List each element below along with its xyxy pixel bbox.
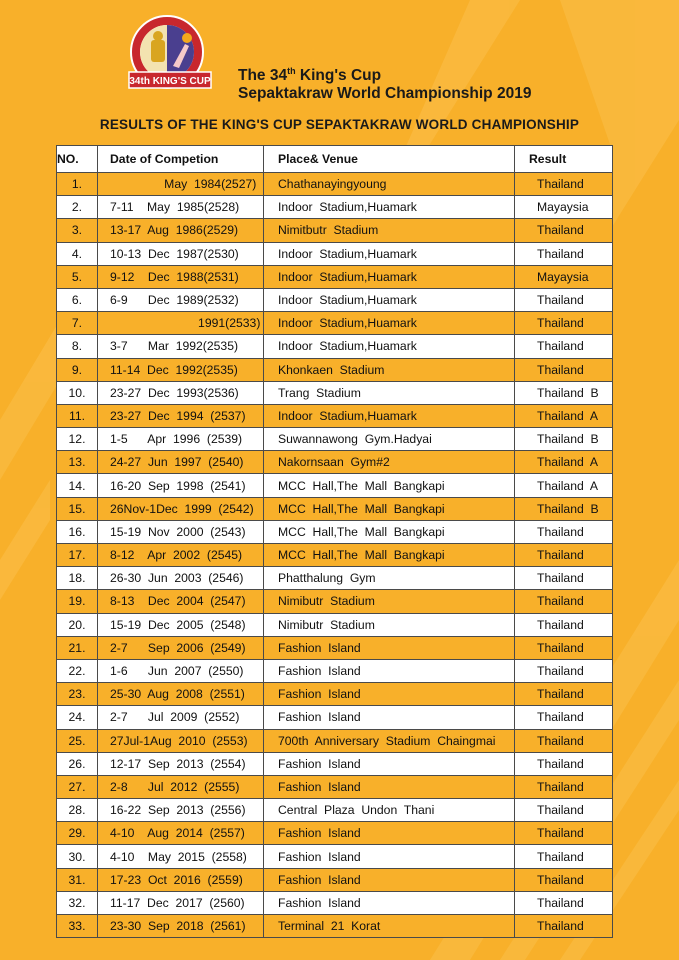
table-row bbox=[57, 659, 613, 682]
row-number: 13. bbox=[57, 451, 98, 474]
competition-date: 8-13 Dec 2004 (2547) bbox=[98, 590, 264, 613]
venue: Fashion Island bbox=[264, 706, 515, 729]
table-row bbox=[57, 729, 613, 752]
row-number: 31. bbox=[57, 868, 98, 891]
competition-date: 1-5 Apr 1996 (2539) bbox=[98, 428, 264, 451]
table-row bbox=[57, 752, 613, 775]
title-block bbox=[238, 62, 531, 103]
venue: MCC Hall,The Mall Bangkapi bbox=[264, 520, 515, 543]
competition-date: 9-12 Dec 1988(2531) bbox=[98, 265, 264, 288]
venue: Indoor Stadium,Huamark bbox=[264, 196, 515, 219]
row-number: 11. bbox=[57, 404, 98, 427]
row-number: 29. bbox=[57, 822, 98, 845]
venue: Fashion Island bbox=[264, 636, 515, 659]
row-number: 15. bbox=[57, 497, 98, 520]
competition-date: 8-12 Apr 2002 (2545) bbox=[98, 544, 264, 567]
kings-cup-logo bbox=[123, 14, 223, 98]
result: Thailand bbox=[515, 822, 613, 845]
title-line-2: Sepaktakraw World Championship 2019 bbox=[238, 85, 532, 102]
venue: Suwannawong Gym.Hadyai bbox=[264, 428, 515, 451]
table-header-row bbox=[57, 146, 613, 173]
column-header-result: Result bbox=[515, 146, 613, 173]
table-row bbox=[57, 706, 613, 729]
table-row bbox=[57, 404, 613, 427]
row-number: 18. bbox=[57, 567, 98, 590]
row-number: 1. bbox=[57, 173, 98, 196]
result: Thailand bbox=[515, 683, 613, 706]
result: Thailand bbox=[515, 799, 613, 822]
result: Thailand bbox=[515, 845, 613, 868]
table-row bbox=[57, 683, 613, 706]
row-number: 19. bbox=[57, 590, 98, 613]
competition-date: 3-7 Mar 1992(2535) bbox=[98, 335, 264, 358]
venue: Fashion Island bbox=[264, 752, 515, 775]
result: Thailand bbox=[515, 590, 613, 613]
venue: MCC Hall,The Mall Bangkapi bbox=[264, 474, 515, 497]
logo-banner-text: 34th KING'S CUP bbox=[129, 76, 211, 87]
table-row bbox=[57, 312, 613, 335]
competition-date: 1-6 Jun 2007 (2550) bbox=[98, 659, 264, 682]
venue: Chathanayingyoung bbox=[264, 173, 515, 196]
competition-date: 26-30 Jun 2003 (2546) bbox=[98, 567, 264, 590]
result: Thailand bbox=[515, 729, 613, 752]
row-number: 22. bbox=[57, 659, 98, 682]
row-number: 32. bbox=[57, 891, 98, 914]
competition-date: 26Nov-1Dec 1999 (2542) bbox=[98, 497, 264, 520]
venue: MCC Hall,The Mall Bangkapi bbox=[264, 497, 515, 520]
table-row bbox=[57, 242, 613, 265]
column-header-date: Date of Competion bbox=[98, 146, 264, 173]
venue: Fashion Island bbox=[264, 891, 515, 914]
result: Thailand bbox=[515, 775, 613, 798]
result: Thailand bbox=[515, 613, 613, 636]
table-row bbox=[57, 428, 613, 451]
result: Thailand bbox=[515, 891, 613, 914]
result: Thailand A bbox=[515, 451, 613, 474]
title-line-1: The 34th King's Cup bbox=[238, 66, 382, 84]
row-number: 25. bbox=[57, 729, 98, 752]
competition-date: 2-7 Sep 2006 (2549) bbox=[98, 636, 264, 659]
result: Thailand bbox=[515, 219, 613, 242]
result: Mayaysia bbox=[515, 265, 613, 288]
venue: Indoor Stadium,Huamark bbox=[264, 335, 515, 358]
table-row bbox=[57, 775, 613, 798]
venue: Phatthalung Gym bbox=[264, 567, 515, 590]
result: Thailand bbox=[515, 915, 613, 938]
row-number: 6. bbox=[57, 288, 98, 311]
column-header-place: Place& Venue bbox=[264, 146, 515, 173]
venue: Indoor Stadium,Huamark bbox=[264, 265, 515, 288]
row-number: 7. bbox=[57, 312, 98, 335]
results-table bbox=[56, 145, 613, 938]
row-number: 21. bbox=[57, 636, 98, 659]
row-number: 30. bbox=[57, 845, 98, 868]
table-row bbox=[57, 381, 613, 404]
venue: Nimibutr Stadium bbox=[264, 613, 515, 636]
competition-date: 11-17 Dec 2017 (2560) bbox=[98, 891, 264, 914]
table-row bbox=[57, 196, 613, 219]
table-row bbox=[57, 822, 613, 845]
result: Thailand B bbox=[515, 497, 613, 520]
venue: Fashion Island bbox=[264, 683, 515, 706]
result: Thailand B bbox=[515, 428, 613, 451]
venue: Fashion Island bbox=[264, 822, 515, 845]
row-number: 16. bbox=[57, 520, 98, 543]
row-number: 10. bbox=[57, 381, 98, 404]
row-number: 2. bbox=[57, 196, 98, 219]
row-number: 4. bbox=[57, 242, 98, 265]
result: Thailand bbox=[515, 868, 613, 891]
result: Thailand B bbox=[515, 381, 613, 404]
result: Thailand bbox=[515, 335, 613, 358]
table-row bbox=[57, 173, 613, 196]
row-number: 24. bbox=[57, 706, 98, 729]
venue: Central Plaza Undon Thani bbox=[264, 799, 515, 822]
row-number: 12. bbox=[57, 428, 98, 451]
row-number: 14. bbox=[57, 474, 98, 497]
table-row bbox=[57, 891, 613, 914]
table-row bbox=[57, 845, 613, 868]
table-row bbox=[57, 613, 613, 636]
table-row bbox=[57, 219, 613, 242]
table-row bbox=[57, 799, 613, 822]
table-row bbox=[57, 590, 613, 613]
table-row bbox=[57, 358, 613, 381]
table-row bbox=[57, 520, 613, 543]
row-number: 23. bbox=[57, 683, 98, 706]
row-number: 33. bbox=[57, 915, 98, 938]
venue: 700th Anniversary Stadium Chaingmai bbox=[264, 729, 515, 752]
table-row bbox=[57, 497, 613, 520]
result: Thailand bbox=[515, 312, 613, 335]
competition-date: 13-17 Aug 1986(2529) bbox=[98, 219, 264, 242]
competition-date: 2-8 Jul 2012 (2555) bbox=[98, 775, 264, 798]
venue: Indoor Stadium,Huamark bbox=[264, 404, 515, 427]
results-heading: RESULTS OF THE KING'S CUP SEPAKTAKRAW WORLD CHAMPIONSHIP bbox=[99, 117, 580, 132]
venue: Khonkaen Stadium bbox=[264, 358, 515, 381]
venue: Nakornsaan Gym#2 bbox=[264, 451, 515, 474]
table-row bbox=[57, 451, 613, 474]
venue: Indoor Stadium,Huamark bbox=[264, 288, 515, 311]
result: Thailand bbox=[515, 752, 613, 775]
result: Thailand bbox=[515, 358, 613, 381]
result: Thailand bbox=[515, 544, 613, 567]
competition-date: 12-17 Sep 2013 (2554) bbox=[98, 752, 264, 775]
venue: MCC Hall,The Mall Bangkapi bbox=[264, 544, 515, 567]
competition-date: 1991(2533) bbox=[98, 312, 264, 335]
competition-date: 15-19 Dec 2005 (2548) bbox=[98, 613, 264, 636]
table-row bbox=[57, 915, 613, 938]
competition-date: 23-27 Dec 1993(2536) bbox=[98, 381, 264, 404]
column-header-no: NO. bbox=[57, 146, 98, 173]
venue: Fashion Island bbox=[264, 659, 515, 682]
row-number: 28. bbox=[57, 799, 98, 822]
table-row bbox=[57, 544, 613, 567]
result: Thailand bbox=[515, 288, 613, 311]
competition-date: 23-27 Dec 1994 (2537) bbox=[98, 404, 264, 427]
competition-date: 25-30 Aug 2008 (2551) bbox=[98, 683, 264, 706]
row-number: 8. bbox=[57, 335, 98, 358]
venue: Trang Stadium bbox=[264, 381, 515, 404]
competition-date: May 1984(2527) bbox=[98, 173, 264, 196]
table-row bbox=[57, 335, 613, 358]
competition-date: 27Jul-1Aug 2010 (2553) bbox=[98, 729, 264, 752]
result: Thailand A bbox=[515, 474, 613, 497]
competition-date: 16-22 Sep 2013 (2556) bbox=[98, 799, 264, 822]
table-row bbox=[57, 567, 613, 590]
competition-date: 17-23 Oct 2016 (2559) bbox=[98, 868, 264, 891]
venue: Indoor Stadium,Huamark bbox=[264, 312, 515, 335]
result: Thailand bbox=[515, 659, 613, 682]
row-number: 20. bbox=[57, 613, 98, 636]
venue: Nimitbutr Stadium bbox=[264, 219, 515, 242]
row-number: 27. bbox=[57, 775, 98, 798]
result: Thailand bbox=[515, 567, 613, 590]
competition-date: 4-10 Aug 2014 (2557) bbox=[98, 822, 264, 845]
competition-date: 11-14 Dec 1992(2535) bbox=[98, 358, 264, 381]
table-row bbox=[57, 868, 613, 891]
venue: Fashion Island bbox=[264, 868, 515, 891]
table-row bbox=[57, 288, 613, 311]
row-number: 17. bbox=[57, 544, 98, 567]
result: Thailand bbox=[515, 636, 613, 659]
table-row bbox=[57, 474, 613, 497]
result: Thailand bbox=[515, 173, 613, 196]
row-number: 9. bbox=[57, 358, 98, 381]
competition-date: 4-10 May 2015 (2558) bbox=[98, 845, 264, 868]
result: Thailand bbox=[515, 242, 613, 265]
competition-date: 15-19 Nov 2000 (2543) bbox=[98, 520, 264, 543]
competition-date: 6-9 Dec 1989(2532) bbox=[98, 288, 264, 311]
row-number: 3. bbox=[57, 219, 98, 242]
competition-date: 2-7 Jul 2009 (2552) bbox=[98, 706, 264, 729]
venue: Nimibutr Stadium bbox=[264, 590, 515, 613]
result: Mayaysia bbox=[515, 196, 613, 219]
result: Thailand bbox=[515, 520, 613, 543]
competition-date: 16-20 Sep 1998 (2541) bbox=[98, 474, 264, 497]
result: Thailand A bbox=[515, 404, 613, 427]
table-row bbox=[57, 636, 613, 659]
venue: Fashion Island bbox=[264, 775, 515, 798]
competition-date: 24-27 Jun 1997 (2540) bbox=[98, 451, 264, 474]
table-row bbox=[57, 265, 613, 288]
competition-date: 7-11 May 1985(2528) bbox=[98, 196, 264, 219]
competition-date: 10-13 Dec 1987(2530) bbox=[98, 242, 264, 265]
venue: Fashion Island bbox=[264, 845, 515, 868]
venue: Indoor Stadium,Huamark bbox=[264, 242, 515, 265]
result: Thailand bbox=[515, 706, 613, 729]
row-number: 5. bbox=[57, 265, 98, 288]
venue: Terminal 21 Korat bbox=[264, 915, 515, 938]
row-number: 26. bbox=[57, 752, 98, 775]
competition-date: 23-30 Sep 2018 (2561) bbox=[98, 915, 264, 938]
